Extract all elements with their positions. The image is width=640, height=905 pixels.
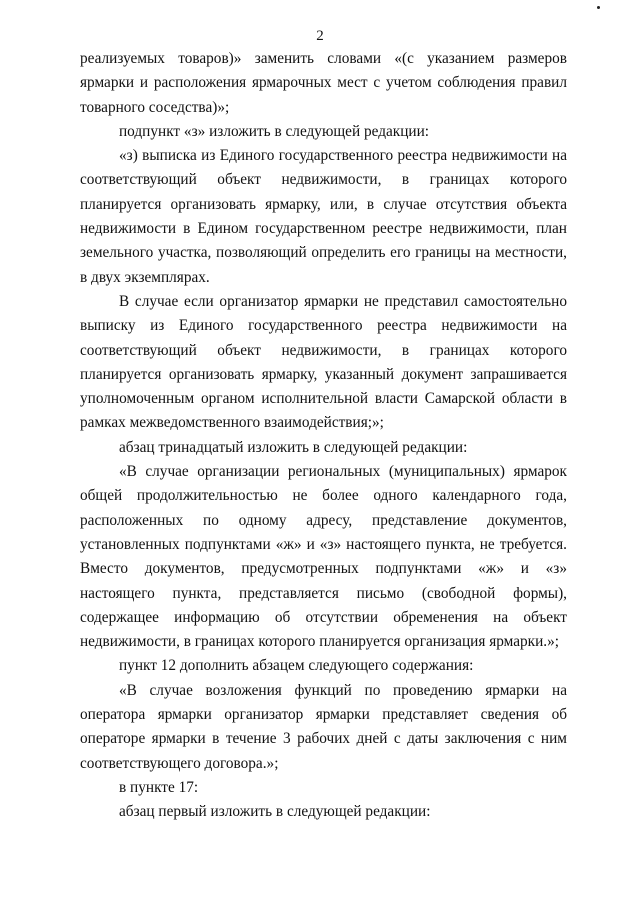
paragraph-2: подпункт «з» изложить в следующей редакции: bbox=[119, 122, 430, 140]
scan-mark bbox=[597, 6, 600, 9]
paragraph-9: в пункте 17: bbox=[119, 778, 199, 796]
paragraph-3: «з) выписка из Единого государственного реестра недвижимости на соответствующий объект недвижимости, в границах которого планируется организовать ярмарку, или, в случае отсутствия объекта недвижимости в Едином государственном реестре недвижимости, план земельного участка, позволяющий определить его границы на местности, в двух экземплярах. bbox=[80, 147, 567, 286]
paragraph-1: реализуемых товаров)» заменить словами «(с указанием размеров ярмарки и расположения ярмарочных мест с учетом соблюдения правил товарного соседства)»; bbox=[80, 50, 567, 116]
document-body bbox=[80, 47, 567, 825]
paragraph-7: пункт 12 дополнить абзацем следующего содержания: bbox=[119, 657, 474, 675]
page-number: 2 bbox=[316, 28, 324, 44]
paragraph-10: абзац первый изложить в следующей редакции: bbox=[119, 803, 431, 821]
paragraph-6: «В случае организации региональных (муниципальных) ярмарок общей продолжительностью не более одного календарного года, расположенных по одному адресу, представление документов, установленных подпунктами «ж» и «з» настоящего пункта, не требуется. Вместо документов, предусмотренных подпунктами «ж» и «з» настоящего пункта, представляется письмо (свободной формы), содержащее информацию об отсутствии обременения на объект недвижимости, в границах которого планируется организация ярмарки.»; bbox=[80, 463, 567, 651]
paragraph-5: абзац тринадцатый изложить в следующей редакции: bbox=[119, 438, 468, 456]
paragraph-4: В случае если организатор ярмарки не представил самостоятельно выписку из Единого государственного реестра недвижимости на соответствующий объект недвижимости, в границах которого планируется организовать ярмарку, указанный документ запрашивается уполномоченным органом исполнительной власти Самарской области в рамках межведомственного взаимодействия;»; bbox=[80, 292, 567, 432]
paragraph-8: «В случае возложения функций по проведению ярмарки на оператора ярмарки организатор ярмарки представляет сведения об операторе ярмарки в течение 3 рабочих дней с даты заключения с ним соответствующего договора.»; bbox=[80, 681, 567, 772]
